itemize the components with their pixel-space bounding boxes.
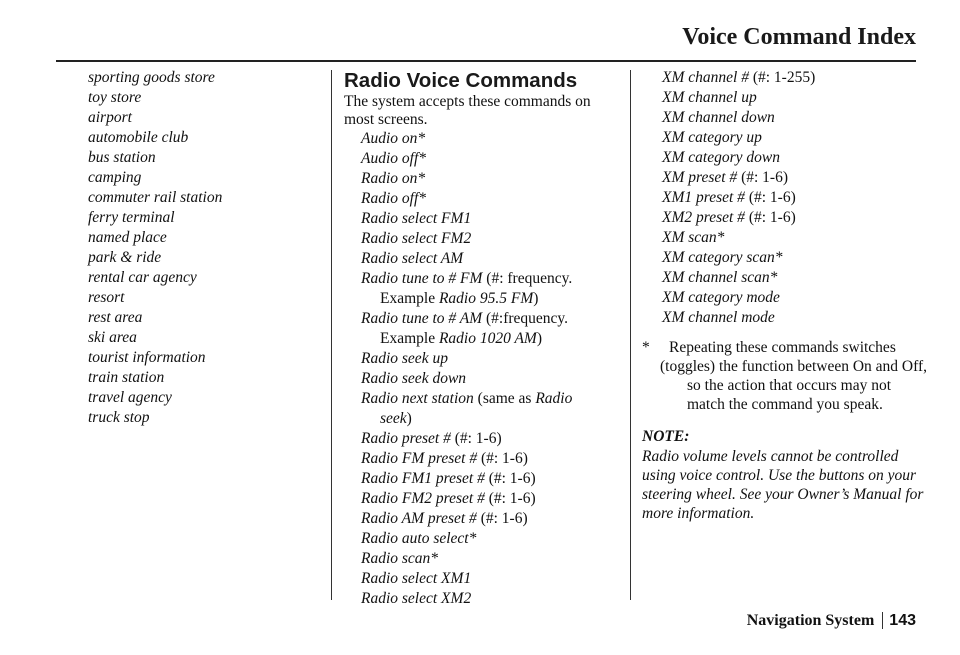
note-label: NOTE: [642, 428, 690, 445]
command-text: XM1 preset # [662, 189, 745, 206]
list-item: Radio seek up [361, 350, 448, 367]
list-item: rental car agency [88, 269, 197, 286]
list-item [662, 168, 927, 188]
list-item: camping [88, 169, 142, 186]
list-item: XM category down [662, 149, 780, 166]
list-item: Radio off* [361, 190, 427, 207]
command-text: Radio FM2 preset # [361, 490, 485, 507]
list-item [361, 449, 620, 469]
command-note: (#:frequency. [482, 310, 569, 327]
list-item: Audio on* [361, 130, 426, 147]
example-label: Example [380, 330, 439, 347]
command-note: (#: 1-6) [477, 450, 528, 467]
list-item: XM channel down [662, 109, 775, 126]
list-item: bus station [88, 149, 156, 166]
command-text: Radio next station [361, 390, 474, 407]
column-divider-1 [331, 70, 332, 600]
page-number: 143 [882, 612, 916, 629]
list-item: ferry terminal [88, 209, 175, 226]
command-example [361, 289, 620, 309]
command-text: Radio FM preset # [361, 450, 478, 467]
command-ref-cont [361, 409, 620, 429]
list-item: truck stop [88, 409, 150, 426]
list-item [662, 68, 927, 88]
list-item: Audio off* [361, 150, 427, 167]
command-note: (same as [473, 390, 536, 407]
footnote [642, 338, 927, 414]
command-text: Radio tune to # AM [361, 310, 483, 327]
list-item: Radio auto select* [361, 530, 477, 547]
command-note: (#: frequency. [482, 270, 573, 287]
list-item: Radio select FM1 [361, 210, 472, 227]
example-text: Radio 1020 AM [438, 330, 537, 347]
example-text: Radio 95.5 FM [438, 290, 534, 307]
list-item: Radio scan* [361, 550, 439, 567]
list-item [361, 509, 620, 529]
list-item: Radio select FM2 [361, 230, 472, 247]
list-item: XM category up [662, 129, 762, 146]
list-item: Radio select XM2 [361, 590, 472, 607]
xm-command-list [662, 68, 927, 328]
footnote-line: Repeating these commands switches [669, 339, 896, 356]
footnote-text: (toggles) the function between On and Off, so the action that occurs may not match the command you speak. [660, 358, 928, 413]
section-title: Radio Voice Commands [344, 69, 578, 92]
command-text: XM preset # [662, 169, 738, 186]
command-text: Radio tune to # FM [361, 270, 483, 287]
list-item: park & ride [88, 249, 162, 266]
list-item: tourist information [88, 349, 206, 366]
command-ref: seek [380, 410, 407, 427]
example-close: ) [533, 290, 539, 307]
list-item [361, 389, 620, 429]
list-item [361, 309, 620, 349]
command-text: XM channel # [662, 69, 749, 86]
command-text: XM2 preset # [662, 209, 745, 226]
list-item: toy store [88, 89, 142, 106]
list-item: airport [88, 109, 132, 126]
list-item: Radio seek down [361, 370, 467, 387]
list-item [361, 269, 620, 309]
list-item: Radio select XM1 [361, 570, 472, 587]
list-item: XM channel mode [662, 309, 775, 326]
column-divider-2 [630, 70, 631, 600]
command-note: (#: 1-255) [748, 69, 816, 86]
list-item [662, 208, 927, 228]
list-item: rest area [88, 309, 143, 326]
radio-command-list [361, 129, 620, 609]
command-text: Radio AM preset # [361, 510, 477, 527]
page-footer [747, 612, 916, 630]
example-close: ) [536, 330, 543, 347]
example-label: Example [380, 290, 439, 307]
xm-commands-section [642, 68, 927, 523]
list-item: Radio on* [361, 170, 426, 187]
list-item: train station [88, 369, 165, 386]
footer-label: Navigation System [746, 612, 875, 629]
list-item [662, 188, 927, 208]
command-note: (#: 1-6) [476, 510, 528, 527]
list-item: automobile club [88, 129, 189, 146]
command-note: (#: 1-6) [737, 169, 788, 186]
command-note: (#: 1-6) [484, 490, 536, 507]
list-item [361, 469, 620, 489]
command-note: (#: 1-6) [744, 189, 796, 206]
place-category-list [88, 68, 320, 428]
section-intro: The system accepts these commands on most screens. [344, 93, 591, 128]
list-item: sporting goods store [88, 69, 215, 86]
command-note: (#: 1-6) [450, 430, 502, 447]
list-item: XM scan* [662, 229, 725, 246]
list-item: Radio select AM [361, 250, 464, 267]
command-text: Radio FM1 preset # [361, 470, 485, 487]
list-item: resort [88, 289, 125, 306]
footnote-marker: * [642, 339, 650, 356]
command-text: Radio preset # [361, 430, 451, 447]
list-item: XM category mode [662, 289, 780, 306]
header-divider [56, 60, 916, 62]
note-text: Radio volume levels cannot be controlled using voice control. Use the buttons on your steering wheel. See your Owner’s Manual for more information. [642, 448, 924, 522]
command-example [361, 329, 620, 349]
list-item: XM channel scan* [662, 269, 778, 286]
list-item: commuter rail station [88, 189, 223, 206]
list-item [361, 489, 620, 509]
radio-commands-section [344, 68, 620, 609]
list-item: named place [88, 229, 167, 246]
list-item: XM category scan* [662, 249, 783, 266]
list-item: travel agency [88, 389, 172, 406]
list-item [361, 429, 620, 449]
command-note-close: ) [406, 410, 412, 427]
command-ref: Radio [535, 390, 573, 407]
page-title: Voice Command Index [682, 24, 916, 50]
list-item: XM channel up [662, 89, 757, 106]
command-note: (#: 1-6) [484, 470, 536, 487]
list-item: ski area [88, 329, 137, 346]
command-note: (#: 1-6) [744, 209, 796, 226]
